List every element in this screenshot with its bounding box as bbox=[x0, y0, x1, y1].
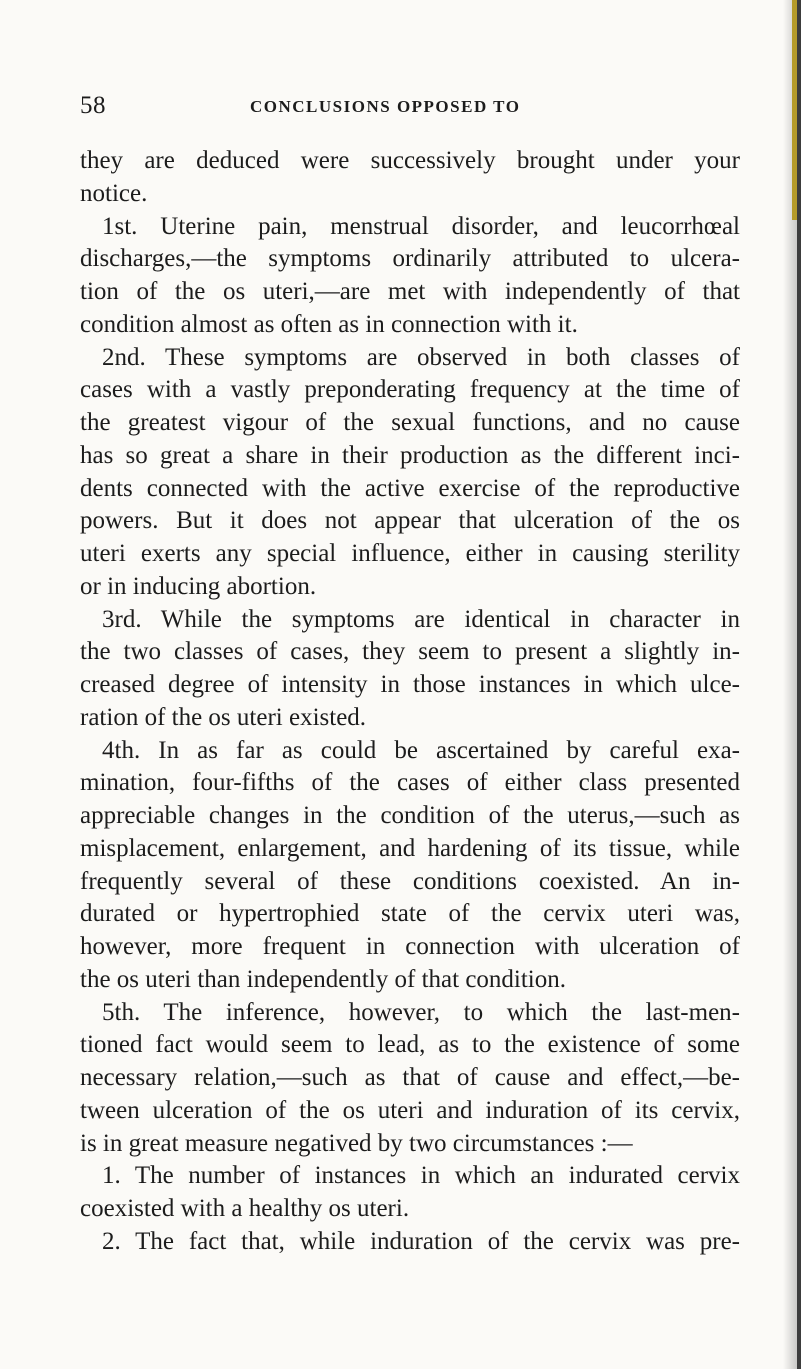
text-line: the two classes of cases, they seem to present a slightly in- bbox=[80, 638, 740, 666]
text-line: 3rd. While the symptoms are identical in character in bbox=[102, 605, 740, 633]
text-line: frequently several of these conditions coexisted. An in- bbox=[80, 867, 740, 895]
text-line: necessary relation,—such as that of cause and effect,—be- bbox=[80, 1064, 740, 1091]
text-line: 2. The fact that, while induration of the cervix was pre- bbox=[102, 1227, 740, 1255]
text-line: discharges,—the symptoms ordinarily attributed to ulcera- bbox=[80, 245, 740, 273]
text-line: misplacement, enlargement, and hardening of its tissue, while bbox=[80, 834, 740, 862]
text-line: 1. The number of instances in which an indurated cervix bbox=[102, 1162, 740, 1190]
text-line: is in great measure negatived by two circumstances :— bbox=[80, 1129, 633, 1157]
text-line: or in inducing abortion. bbox=[80, 572, 317, 600]
text-line: mination, four-fifths of the cases of either class presented bbox=[80, 769, 740, 797]
text-line: cases with a vastly preponderating frequency at the time of bbox=[80, 376, 740, 404]
body-text bbox=[80, 145, 740, 1259]
running-head: CONCLUSIONS OPPOSED TO bbox=[250, 97, 521, 116]
text-line: coexisted with a healthy os uteri. bbox=[80, 1195, 410, 1222]
page-edge-binding bbox=[797, 0, 801, 1369]
text-line: 2nd. These symptoms are observed in both classes of bbox=[102, 343, 740, 371]
text-line: notice. bbox=[80, 179, 148, 207]
text-line: 1st. Uterine pain, menstrual disorder, and leucorrhœal bbox=[102, 212, 740, 240]
text-line: they are deduced were successively brought under your bbox=[80, 147, 740, 174]
text-line: creased degree of intensity in those instances in which ulce- bbox=[80, 671, 740, 698]
text-line: appreciable changes in the condition of the uterus,—such as bbox=[80, 802, 740, 829]
text-line: dents connected with the active exercise of the reproductive bbox=[80, 474, 740, 502]
text-line: 4th. In as far as could be ascertained by careful exa- bbox=[102, 736, 740, 764]
text-line: powers. But it does not appear that ulceration of the os bbox=[80, 507, 740, 535]
text-line: has so great a share in their production as the different inci- bbox=[80, 441, 740, 469]
page-number: 58 bbox=[80, 92, 106, 119]
text-line: condition almost as often as in connection with it. bbox=[80, 310, 578, 338]
text-line: the greatest vigour of the sexual functions, and no cause bbox=[80, 409, 740, 436]
text-line: the os uteri than independently of that condition. bbox=[80, 965, 566, 993]
page-header bbox=[80, 92, 740, 122]
text-line: ration of the os uteri existed. bbox=[80, 703, 367, 731]
text-line: uteri exerts any special influence, either in causing sterility bbox=[80, 540, 740, 567]
text-line: tioned fact would seem to lead, as to the existence of some bbox=[80, 1031, 740, 1059]
text-line: durated or hypertrophied state of the cervix uteri was, bbox=[80, 900, 740, 928]
text-line: however, more frequent in connection with ulceration of bbox=[80, 933, 740, 960]
text-line: 5th. The inference, however, to which the last-men- bbox=[102, 998, 740, 1026]
text-line: tween ulceration of the os uteri and induration of its cervix, bbox=[80, 1096, 740, 1124]
text-line: tion of the os uteri,—are met with independently of that bbox=[80, 278, 740, 305]
